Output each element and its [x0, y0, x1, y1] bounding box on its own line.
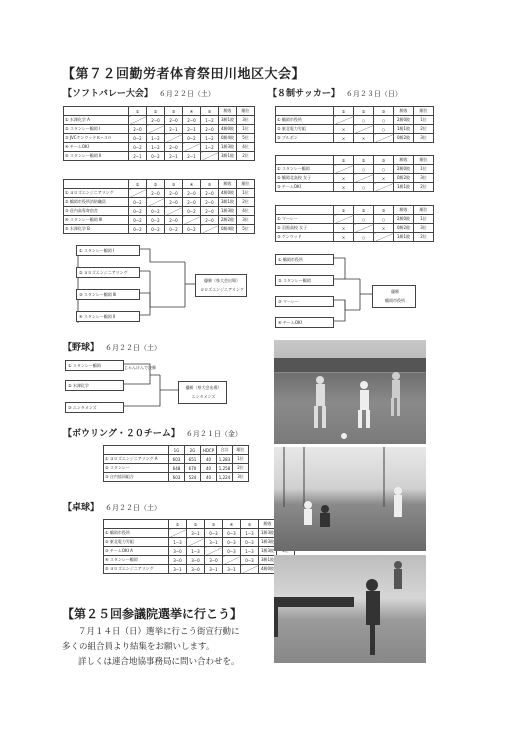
team-cell: ① 鶴岡市役所 [276, 116, 334, 125]
table-cell: 0−2 [147, 216, 165, 225]
table-cell: 1−2 [201, 143, 219, 152]
soccer-bracket-team-3: ③ マーレー [275, 296, 334, 307]
table-cell: 3勝1敗 [259, 556, 277, 565]
table-cell: 651 [185, 455, 201, 464]
table-cell: 3−0 [205, 556, 223, 565]
table-cell: 648 [169, 464, 185, 473]
bowling-table [103, 445, 249, 482]
team-cell: ④ スタンレー鶴岡 [104, 556, 169, 565]
table-cell: ○ [374, 215, 394, 224]
softball-winner-name: ヨロズエンジニアリング [200, 287, 244, 292]
table-cell: × [354, 134, 374, 143]
table-cell: 勝敗 [219, 107, 237, 116]
table-cell: ○ [354, 116, 374, 125]
notice-title: 【第２５回参議院選挙に行こう】 [62, 607, 243, 621]
table-cell: × [334, 134, 354, 143]
baseball-team-1: ① スタンレー鶴岡 [65, 360, 124, 371]
table-cell: 1勝3敗 [219, 207, 237, 216]
table-cell: 3勝1敗 [219, 198, 237, 207]
table-cell: ○ [374, 165, 394, 174]
table-cell: HDCP [201, 446, 217, 455]
soccer-players-illustration [274, 340, 426, 444]
table-cell: 2−0 [147, 189, 165, 198]
table-cell: 5位 [237, 134, 255, 143]
table-cell: 3勝1敗 [219, 116, 237, 125]
table-cell: 0−2 [183, 225, 201, 234]
table-cell: × [334, 224, 354, 233]
team-cell: ② 鶴岡市役所消防職員 [64, 198, 129, 207]
table-cell: 1勝1敗 [394, 183, 414, 192]
baseball-note: じゃんけんで決勝 [124, 365, 156, 370]
team-cell: ④ スタンレー鶴岡 Ⅲ [64, 216, 129, 225]
table-cell: 3−1 [187, 529, 205, 538]
table-cell: 2−0 [201, 207, 219, 216]
table-cell: 2勝0敗 [394, 116, 414, 125]
team-cell: ② 鶴岡北高校 女子 [276, 174, 334, 183]
table-row [104, 455, 249, 464]
tabletennis-players-illustration [274, 555, 426, 663]
table-row [104, 529, 295, 538]
table-cell: 0−2 [147, 207, 165, 216]
table-cell: 2−0 [201, 189, 219, 198]
table-cell: 順位 [233, 446, 249, 455]
table-cell: 勝敗 [219, 180, 237, 189]
soccer-bracket-team-4: ④ チームOKI [275, 317, 334, 328]
softball-bracket-team-2: ② ヨロズエンジニアリング [76, 267, 140, 278]
table-cell: ○ [374, 116, 394, 125]
table-cell: ④ [183, 107, 201, 116]
table-cell: 603 [169, 473, 185, 482]
table-cell: 40 [201, 473, 217, 482]
table-header-row [104, 446, 249, 455]
softball-winner-label: 優勝（県大会出場） [204, 278, 240, 283]
table-cell: 1位 [237, 125, 255, 134]
table-cell: ○ [354, 233, 374, 242]
table-cell: 3−0 [187, 565, 205, 574]
table-cell: ② [354, 107, 374, 116]
table-cell: 0−2 [183, 134, 201, 143]
table-cell: 2−0 [165, 189, 183, 198]
table-cell: 3勝1敗 [219, 152, 237, 161]
table-cell: 0−2 [129, 198, 147, 207]
table-cell: ⑤ [201, 107, 219, 116]
baseball-winner-label: 優勝（県大会出場） [185, 385, 222, 390]
team-cell: ③ 庄内協同組合 [104, 473, 169, 482]
notice-line-1: ７月１４日（日）選挙に行こう街宣行動に [78, 627, 240, 637]
table-cell: 1−3 [241, 547, 259, 556]
table-cell: 2−0 [183, 189, 201, 198]
table-cell: 4勝0敗 [259, 565, 277, 574]
table-cell: 1位 [233, 455, 249, 464]
table-cell: ③ [165, 107, 183, 116]
table-cell: 3−1 [169, 565, 187, 574]
table-cell: ④ [183, 180, 201, 189]
table-cell: 0勝4敗 [219, 225, 237, 234]
tabletennis-photo [274, 555, 426, 663]
table-cell: ② [147, 180, 165, 189]
table-cell: ③ [374, 107, 394, 116]
table-cell: 1−3 [169, 538, 187, 547]
table-cell: 1位 [414, 165, 434, 174]
table-cell: 0−3 [205, 529, 223, 538]
table-cell: 2−0 [183, 198, 201, 207]
table-cell: 3−0 [169, 547, 187, 556]
table-cell: ② [187, 520, 205, 529]
team-cell: ③ ブルボン [276, 134, 334, 143]
table-cell: ③ [374, 156, 394, 165]
table-cell: ○ [374, 125, 394, 134]
team-cell: ④ チームOKI [64, 143, 129, 152]
table-cell: 0−3 [223, 538, 241, 547]
soccer-heading: 【８制サッカー】 ６月２３日（日） [268, 89, 402, 99]
table-cell: 2−0 [183, 116, 201, 125]
table-cell: ① [334, 107, 354, 116]
soccer-winner-box [372, 285, 416, 308]
table-cell: 40 [201, 455, 217, 464]
table-cell: 1−3 [241, 529, 259, 538]
team-cell: ② 羽黒高校 女子 [276, 224, 334, 233]
table-cell: ③ [165, 180, 183, 189]
table-cell: 2位 [414, 233, 434, 242]
table-cell: 4位 [237, 143, 255, 152]
table-cell: ① [129, 107, 147, 116]
table-cell: 2−0 [201, 125, 219, 134]
tabletennis-heading: 【卓球】 ６月２２日（土） [63, 503, 162, 513]
table-cell: × [334, 233, 354, 242]
table-cell: 4勝0敗 [219, 125, 237, 134]
table-cell: 1勝1敗 [394, 233, 414, 242]
table-cell: 2位 [237, 152, 255, 161]
table-cell: 1勝3敗 [259, 529, 277, 538]
table-cell: 2−1 [183, 152, 201, 161]
table-row [104, 556, 295, 565]
table-cell: 2勝2敗 [219, 216, 237, 225]
table-cell: × [334, 174, 354, 183]
team-cell: ② スタンレー [104, 464, 169, 473]
table-row [104, 538, 295, 547]
table-cell: 0勝2敗 [394, 224, 414, 233]
table-cell: 3−0 [169, 556, 187, 565]
table-cell: 1位 [414, 116, 434, 125]
soccer-winner-label: 優勝 [391, 289, 399, 294]
table-cell: 0−2 [165, 225, 183, 234]
table-cell: 2−0 [165, 198, 183, 207]
table-cell: 0−3 [241, 556, 259, 565]
softball-bracket-team-4: ④ スタンレー鶴岡 Ⅱ [76, 311, 140, 322]
team-cell: ① ヨロズエンジニアリング A [104, 455, 169, 464]
table-cell: 1,224 [217, 473, 233, 482]
table-cell [187, 538, 205, 547]
notice-line-2: 多くの組合員より結集をお願いします。 [62, 642, 215, 652]
table-cell: 2位 [237, 198, 255, 207]
table-cell: ② [354, 206, 374, 215]
table-cell: 2−0 [201, 216, 219, 225]
table-cell: 勝敗 [259, 520, 277, 529]
tabletennis-table [103, 519, 295, 574]
table-cell: ① [334, 156, 354, 165]
table-cell: 2−0 [165, 216, 183, 225]
table-cell: 603 [169, 455, 185, 464]
table-cell [241, 565, 259, 574]
team-cell: ① 鶴岡市役所 [104, 529, 169, 538]
table-cell: 0−2 [129, 216, 147, 225]
table-cell: 1,283 [217, 455, 233, 464]
baseball-photo [274, 447, 426, 551]
team-cell: ③ チームOKI A [104, 547, 169, 556]
table-cell: 1−2 [147, 134, 165, 143]
team-cell: ③ ケンウッド [276, 233, 334, 242]
table-cell: × [374, 224, 394, 233]
table-cell: 1G [169, 446, 185, 455]
baseball-players-illustration [274, 447, 426, 551]
baseball-heading: 【野球】 ６月２２日（土） [63, 343, 162, 353]
table-cell: 0−2 [147, 225, 165, 234]
table-cell: 3位 [237, 116, 255, 125]
notice-line-3: 詳しくは連合地協事務局に問い合わせを。 [78, 657, 240, 667]
softball-winner-box [195, 274, 247, 297]
team-cell: ② 東北電力労組 [276, 125, 334, 134]
baseball-team-3: ③ エンタメンズ [65, 402, 124, 413]
soccer-photo [274, 340, 426, 444]
softball-heading: 【ソフトバレー大会】 ６月２２日（土） [63, 89, 215, 99]
team-cell: ① ヨロズエンジニアリング [64, 189, 129, 198]
table-row [104, 464, 249, 473]
table-cell: 順位 [414, 156, 434, 165]
table-cell: ⑤ [201, 180, 219, 189]
table-cell: 順位 [237, 180, 255, 189]
table-cell: 合計 [217, 446, 233, 455]
table-cell: 1−3 [187, 547, 205, 556]
table-cell [169, 529, 187, 538]
table-row [104, 473, 249, 482]
table-cell: 0−2 [129, 134, 147, 143]
table-cell: 0−2 [147, 152, 165, 161]
table-cell: 順位 [414, 107, 434, 116]
team-cell: ① 水澤化学 A [64, 116, 129, 125]
table-cell: 2勝0敗 [394, 165, 414, 174]
soccer-winner-name: 鶴岡市役所 [385, 298, 405, 303]
table-row [104, 565, 295, 574]
team-cell: ⑤ スタンレー鶴岡 Ⅱ [64, 152, 129, 161]
table-cell: 2−0 [129, 125, 147, 134]
bowling-heading: 【ボウリング・２０チーム】 ６月２１日（金） [63, 429, 242, 439]
table-cell: 勝敗 [394, 206, 414, 215]
table-cell: 1勝3敗 [219, 143, 237, 152]
table-cell: 40 [201, 464, 217, 473]
table-cell: 2−1 [183, 125, 201, 134]
table-cell: 670 [185, 464, 201, 473]
baseball-winner-box [178, 381, 227, 404]
page-title: 【第７２回勤労者体育祭田川地区大会】 [62, 67, 306, 82]
soccer-bracket-team-1: ① 鶴岡市役所 [275, 254, 334, 265]
table-cell: 2−0 [147, 116, 165, 125]
table-cell: 0勝2敗 [394, 134, 414, 143]
table-cell: 1−2 [201, 116, 219, 125]
table-row [104, 547, 295, 556]
table-cell: 勝敗 [394, 156, 414, 165]
team-cell: ⑤ ヨロズエンジニアリング [104, 565, 169, 574]
table-cell: ○ [354, 215, 374, 224]
table-cell: 勝敗 [394, 107, 414, 116]
table-cell: 2−1 [165, 125, 183, 134]
team-cell [104, 446, 169, 455]
table-cell: 1勝3敗 [259, 547, 277, 556]
table-cell: 順位 [414, 206, 434, 215]
table-cell: 2−0 [165, 116, 183, 125]
table-cell: 3位 [414, 134, 434, 143]
table-cell: ② [147, 107, 165, 116]
table-cell: ③ [205, 520, 223, 529]
table-cell: × [374, 174, 394, 183]
table-cell: ④ [223, 520, 241, 529]
table-cell: ⑤ [241, 520, 259, 529]
baseball-winner-name: エンタメンズ [191, 394, 216, 399]
table-cell: ○ [354, 183, 374, 192]
table-cell: 1位 [414, 215, 434, 224]
baseball-team-2: ② 水澤化学 [65, 380, 124, 391]
table-cell: 4位 [237, 207, 255, 216]
team-cell: ① スタンレー鶴岡 [276, 165, 334, 174]
table-cell: 2−0 [165, 143, 183, 152]
table-cell: 3−1 [205, 565, 223, 574]
table-cell: 1−2 [147, 143, 165, 152]
softball-bracket-team-3: ③ スタンレー鶴岡 Ⅲ [76, 289, 140, 300]
table-cell: 順位 [237, 107, 255, 116]
table-cell: 3位 [414, 224, 434, 233]
table-header-row [104, 520, 295, 529]
table-cell: ③ [374, 206, 394, 215]
table-cell: 524 [185, 473, 201, 482]
table-cell: 1−2 [201, 134, 219, 143]
table-cell: 5位 [237, 225, 255, 234]
table-cell: 0−3 [241, 538, 259, 547]
table-cell: 1位 [237, 189, 255, 198]
table-cell: 2勝0敗 [394, 215, 414, 224]
table-cell: 3−1 [205, 538, 223, 547]
team-cell: ③ JVCケンウッドＲ−３０ [64, 134, 129, 143]
team-cell: ③ チームOKI [276, 183, 334, 192]
table-cell [223, 556, 241, 565]
soccer-bracket-team-2: ② スタンレー鶴岡 [275, 275, 334, 286]
table-cell: 3位 [237, 216, 255, 225]
table-cell: 1,258 [217, 464, 233, 473]
table-cell: 0勝4敗 [219, 134, 237, 143]
table-cell: ② [354, 156, 374, 165]
table-cell: 0−3 [223, 547, 241, 556]
table-cell: 2−0 [201, 198, 219, 207]
table-cell: 0−3 [223, 529, 241, 538]
table-cell: ① [169, 520, 187, 529]
table-cell: ① [334, 206, 354, 215]
table-cell: 2−1 [129, 152, 147, 161]
table-cell [205, 547, 223, 556]
table-cell: 3−1 [223, 565, 241, 574]
table-cell: ① [129, 180, 147, 189]
table-cell: 2位 [414, 125, 434, 134]
team-cell: ② スタンレー鶴岡 Ⅰ [64, 125, 129, 134]
table-cell: 3位 [233, 473, 249, 482]
table-cell: ○ [354, 165, 374, 174]
table-cell: 0−2 [129, 207, 147, 216]
table-cell: × [334, 183, 354, 192]
team-cell: ① マーレー [276, 215, 334, 224]
table-cell: × [334, 125, 354, 134]
table-cell: 1勝1敗 [394, 125, 414, 134]
table-cell: 1勝3敗 [259, 538, 277, 547]
table-cell: 0−2 [129, 143, 147, 152]
table-cell: 2G [185, 446, 201, 455]
team-cell: ③ 荘内高専寄宿舎 [64, 207, 129, 216]
table-cell: 0勝2敗 [394, 174, 414, 183]
table-cell: 4勝0敗 [219, 189, 237, 198]
table-cell: 0−2 [129, 225, 147, 234]
table-cell: 0−2 [183, 207, 201, 216]
softball-bracket-team-1: ① スタンレー鶴岡 Ⅰ [76, 245, 140, 256]
table-cell: 2位 [414, 183, 434, 192]
team-cell: ② 東北電力労組 [104, 538, 169, 547]
team-cell [104, 520, 169, 529]
table-cell: 3位 [414, 174, 434, 183]
table-cell: 2位 [233, 464, 249, 473]
team-cell: ⑤ 水澤化学 B [64, 225, 129, 234]
table-cell: 3−0 [187, 556, 205, 565]
table-cell: 2−1 [165, 152, 183, 161]
